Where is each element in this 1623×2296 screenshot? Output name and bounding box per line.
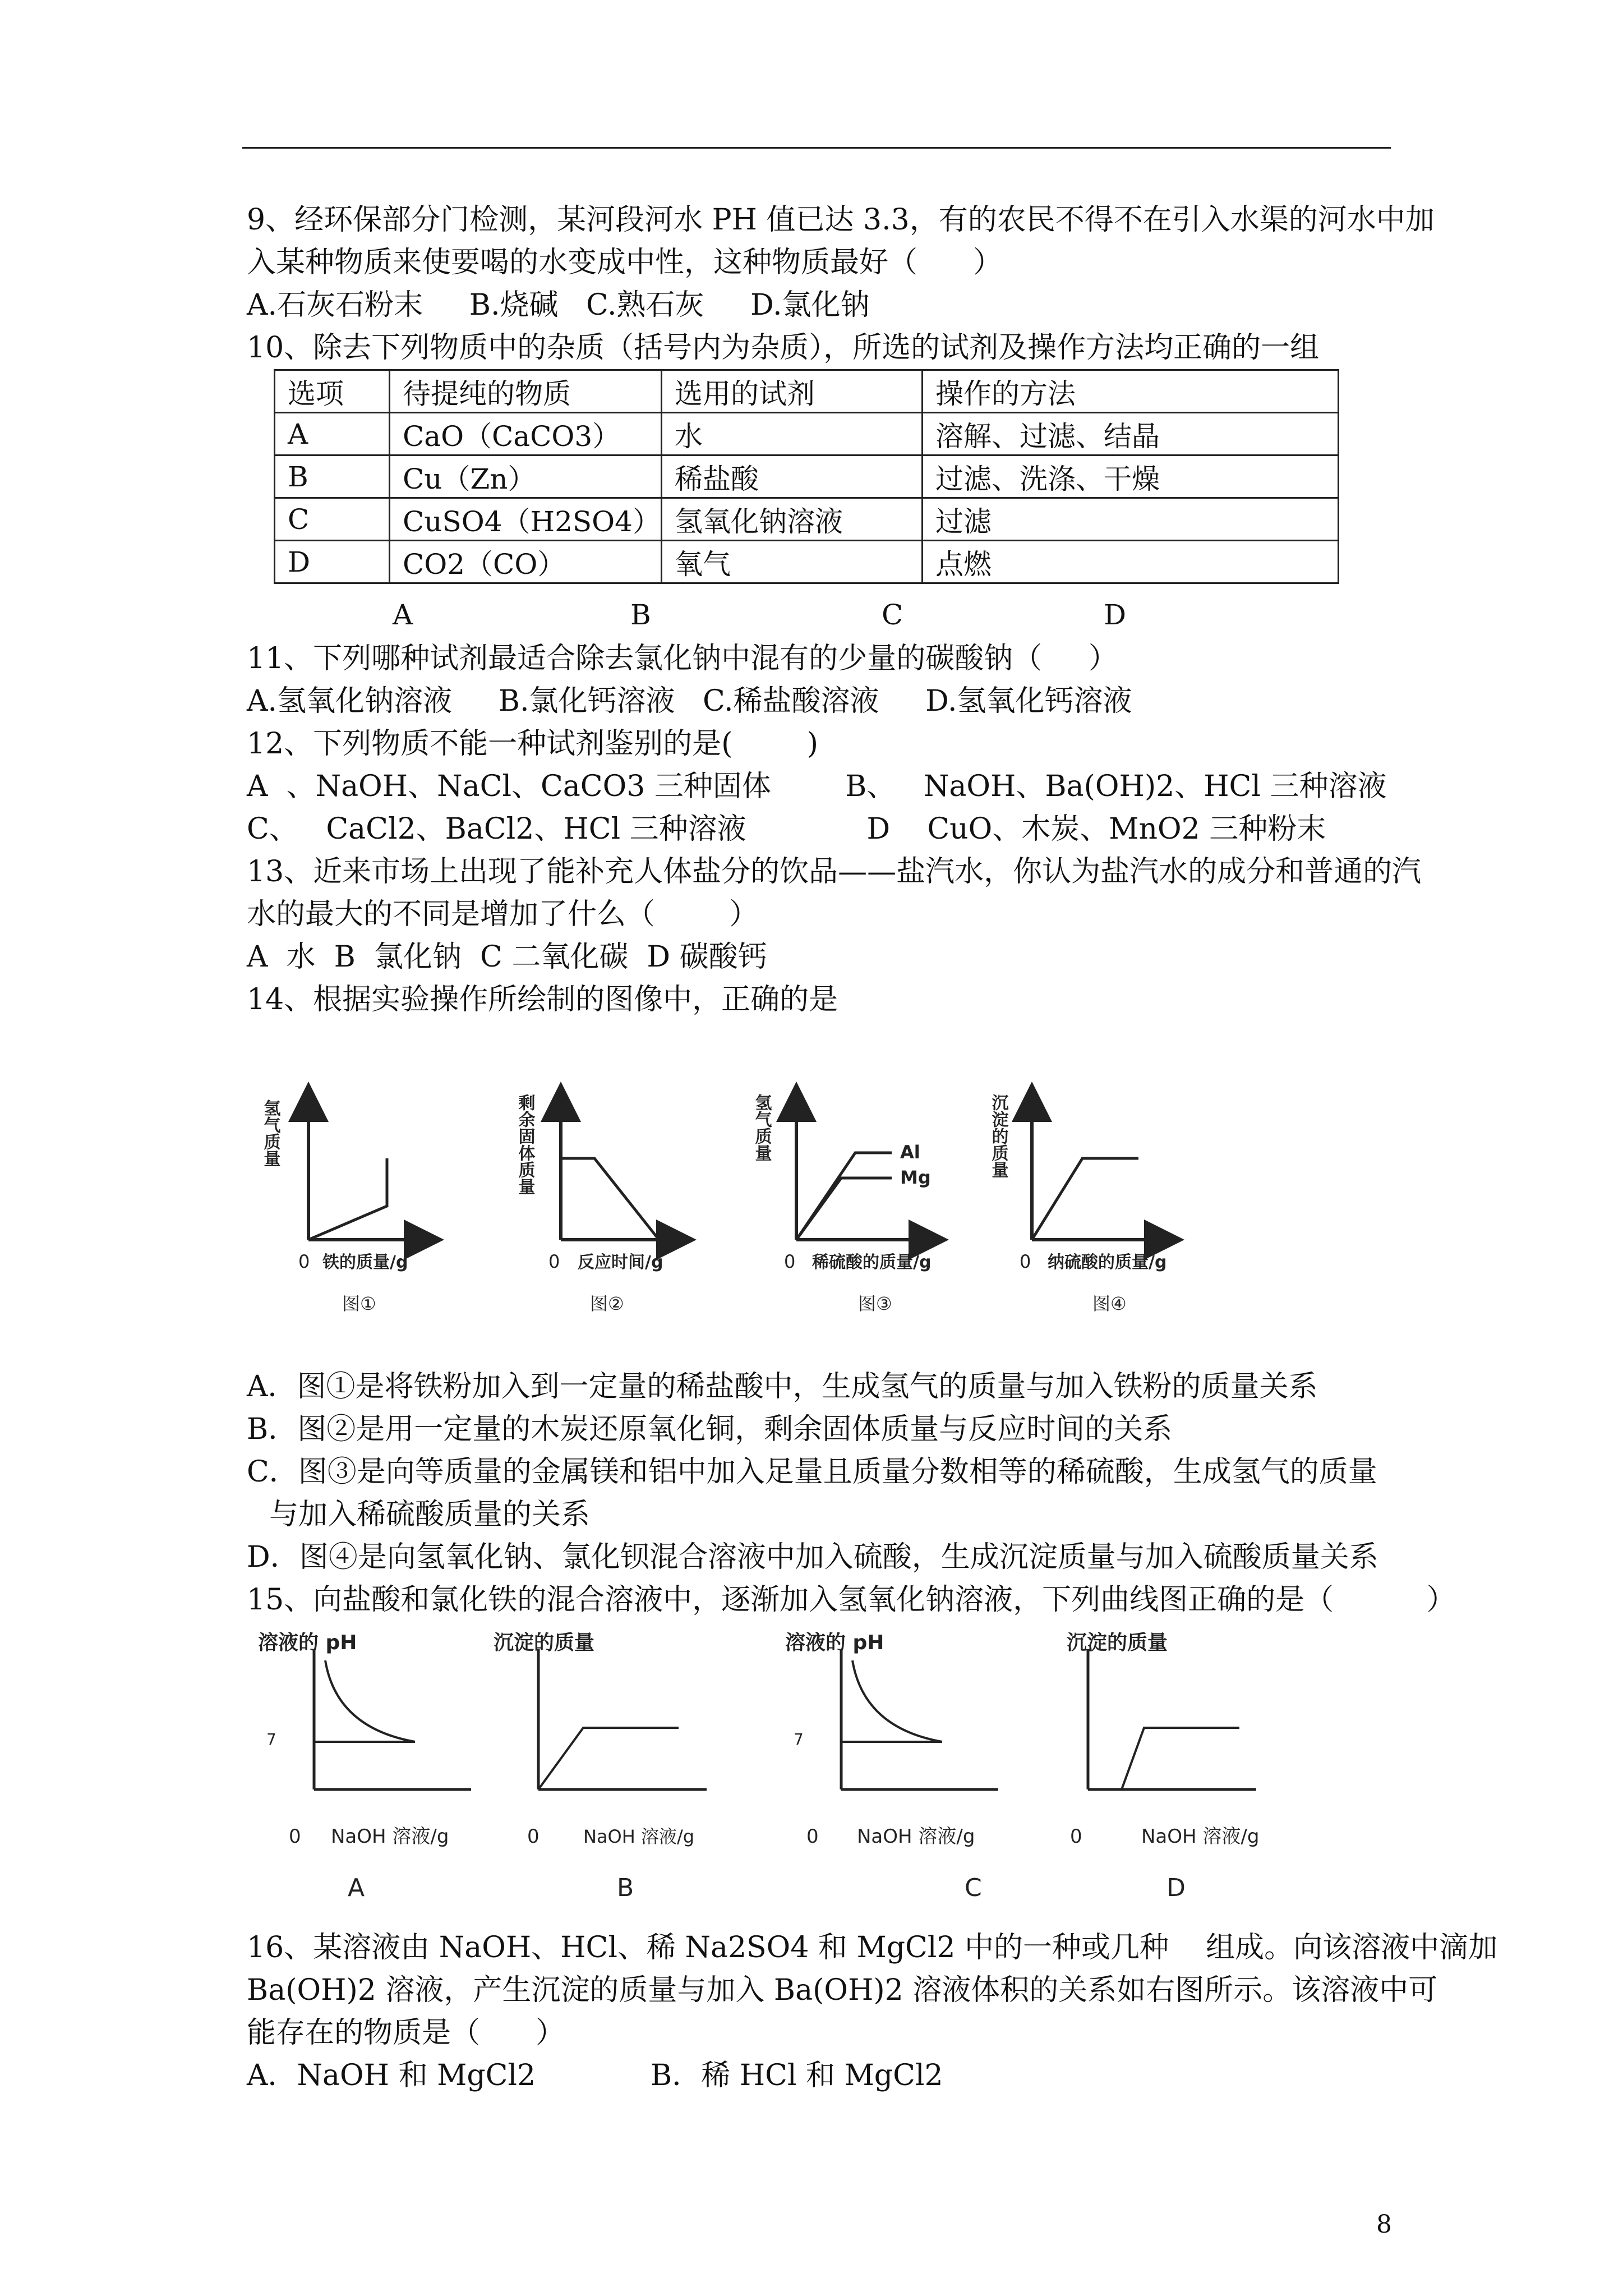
origin-label: 0 <box>527 1825 540 1848</box>
origin-label: 0 <box>298 1251 310 1272</box>
header-rule <box>242 147 1391 149</box>
table-cell: 过滤 <box>923 498 1339 541</box>
x-axis-label: NaOH 溶液/g <box>583 1826 695 1847</box>
q14-option-b: B．图②是用一定量的木炭还原氧化铜，剩余固体质量与反应时间的关系 <box>247 1412 1173 1446</box>
series-line-mg <box>796 1178 892 1240</box>
figure-caption: 图④ <box>1092 1293 1127 1314</box>
q15-graph-b <box>494 1631 707 1902</box>
q9-line-1: 9、经环保部分门检测，某河段河水 PH 值已达 3.3，有的农民不得不在引入水渠的河水中加 <box>247 203 1435 237</box>
series-label-mg: Mg <box>900 1167 931 1188</box>
y-axis-label: 氢气质量 <box>260 1099 280 1167</box>
q15-graph-a <box>258 1631 471 1902</box>
table-header-cell: 操作的方法 <box>923 370 1339 413</box>
origin-label: 0 <box>1020 1251 1031 1272</box>
q14-option-d: D．图④是向氢氧化钠、氯化钡混合溶液中加入硫酸，生成沉淀质量与加入硫酸质量关系 <box>247 1540 1378 1574</box>
table-row <box>275 455 1339 498</box>
table-cell: Cu（Zn） <box>390 455 662 498</box>
figure-caption: 图① <box>342 1293 376 1314</box>
table-row <box>275 498 1339 541</box>
q12-options-ab: A 、NaOH、NaCl、CaCO3 三种固体 B、 NaOH、Ba(OH)2、HCl 三种溶液 <box>247 770 1387 803</box>
x-axis-label: NaOH 溶液/g <box>1141 1825 1260 1848</box>
q14-option-c-line-2: 与加入稀硫酸质量的关系 <box>269 1498 591 1531</box>
table-cell: 稀盐酸 <box>662 455 923 498</box>
q10-answer-c: C <box>882 599 903 631</box>
y-axis-label: 溶液的 pH <box>785 1631 884 1654</box>
q13-options: A 水 B 氯化钠 C 二氧化碳 D 碳酸钙 <box>247 940 767 974</box>
table-cell: CO2（CO） <box>390 541 662 583</box>
graph-caption: B <box>617 1874 634 1902</box>
q14-option-c-line-1: C．图③是向等质量的金属镁和铝中加入足量且质量分数相等的稀硫酸，生成氢气的质量 <box>247 1455 1377 1489</box>
table-cell: 过滤、洗涤、干燥 <box>923 455 1339 498</box>
q14-figure-4 <box>989 1088 1178 1314</box>
table-cell: A <box>275 413 390 455</box>
q10-answer-d: D <box>1104 599 1127 631</box>
table-header-cell: 待提纯的物质 <box>390 370 662 413</box>
q14-figure-3 <box>752 1088 943 1314</box>
y-tick-7: 7 <box>266 1730 276 1749</box>
table-row <box>275 413 1339 455</box>
table-cell: 氢氧化钠溶液 <box>662 498 923 541</box>
q12-options-cd: C、 CaCl2、BaCl2、HCl 三种溶液 D CuO、木炭、MnO2 三种粉末 <box>247 812 1326 846</box>
q16-line-1: 16、某溶液由 NaOH、HCl、稀 Na2SO4 和 MgCl2 中的一种或几种 组成。向该溶液中滴加 <box>247 1931 1498 1964</box>
y-axis-label: 剩余固体质量 <box>515 1094 535 1195</box>
y-axis-label: 溶液的 pH <box>258 1631 357 1654</box>
table-header-row <box>275 370 1339 413</box>
q15-graph-c <box>785 1631 998 1902</box>
q14-figures <box>247 1055 1391 1324</box>
table-cell: CaO（CaCO3） <box>390 413 662 455</box>
q12-stem: 12、下列物质不能一种试剂鉴别的是( ) <box>247 727 818 761</box>
q14-figure-1 <box>261 1088 438 1314</box>
table-cell: 氧气 <box>662 541 923 583</box>
figure-caption: 图③ <box>858 1293 892 1314</box>
x-axis-label: 反应时间/g <box>578 1253 663 1272</box>
figure-caption: 图② <box>590 1293 624 1314</box>
q14-option-a: A．图①是将铁粉加入到一定量的稀盐酸中，生成氢气的质量与加入铁粉的质量关系 <box>247 1370 1318 1404</box>
origin-label: 0 <box>289 1825 301 1848</box>
x-axis-label: 纳硫酸的质量/g <box>1048 1253 1167 1272</box>
q10-stem: 10、除去下列物质中的杂质（括号内为杂质），所选的试剂及操作方法均正确的一组 <box>247 331 1320 365</box>
q11-options: A.氢氧化钠溶液 B.氯化钙溶液 C.稀盐酸溶液 D.氢氧化钙溶液 <box>247 684 1132 718</box>
q11-stem: 11、下列哪种试剂最适合除去氯化钠中混有的少量的碳酸钠（ ） <box>247 642 1118 675</box>
origin-label: 0 <box>548 1251 560 1272</box>
q15-figures <box>247 1627 1391 1930</box>
y-axis-label: 沉淀的质量 <box>494 1631 595 1654</box>
q14-figure-2 <box>515 1088 690 1314</box>
q10-table <box>274 369 1339 584</box>
q10-answer-a: A <box>393 599 413 631</box>
x-axis-label: NaOH 溶液/g <box>857 1825 975 1848</box>
q15-stem: 15、向盐酸和氯化铁的混合溶液中，逐渐加入氢氧化钠溶液，下列曲线图正确的是（ ） <box>247 1583 1456 1617</box>
page-number: 8 <box>1376 2210 1392 2239</box>
y-axis-label: 氢气质量 <box>751 1094 772 1161</box>
q14-stem: 14、根据实验操作所绘制的图像中，正确的是 <box>247 983 838 1016</box>
q16-option-b: B．稀 HCl 和 MgCl2 <box>651 2059 943 2092</box>
y-axis-label: 沉淀的质量 <box>988 1094 1008 1178</box>
q16-line-2: Ba(OH)2 溶液，产生沉淀的质量与加入 Ba(OH)2 溶液体积的关系如右图所示。该溶液中可 <box>247 1973 1438 2007</box>
origin-label: 0 <box>1070 1825 1082 1848</box>
x-axis-label: 铁的质量/g <box>322 1253 408 1272</box>
x-axis-label: 稀硫酸的质量/g <box>812 1253 932 1272</box>
graph-caption: A <box>348 1874 365 1902</box>
graph-caption: C <box>965 1874 982 1902</box>
x-axis-label: NaOH 溶液/g <box>331 1825 449 1848</box>
q16-option-a: A．NaOH 和 MgCl2 <box>247 2059 536 2092</box>
table-cell: 水 <box>662 413 923 455</box>
table-cell: C <box>275 498 390 541</box>
table-cell: 溶解、过滤、结晶 <box>923 413 1339 455</box>
q15-graph-d <box>1067 1631 1259 1902</box>
y-tick-7: 7 <box>794 1730 804 1749</box>
series-line-al <box>796 1153 892 1240</box>
graph-caption: D <box>1166 1874 1186 1902</box>
y-axis-label: 沉淀的质量 <box>1067 1631 1168 1654</box>
table-cell: B <box>275 455 390 498</box>
table-cell: 点燃 <box>923 541 1339 583</box>
q9-line-2: 入某种物质来使要喝的水变成中性，这种物质最好（ ） <box>247 246 1003 279</box>
q10-answer-b: B <box>630 599 651 631</box>
table-cell: D <box>275 541 390 583</box>
table-cell: CuSO4（H2SO4） <box>390 498 662 541</box>
table-header-cell: 选用的试剂 <box>662 370 923 413</box>
table-header-cell: 选项 <box>275 370 390 413</box>
table-row <box>275 541 1339 583</box>
q16-line-3: 能存在的物质是（ ） <box>247 2016 565 2050</box>
origin-label: 0 <box>784 1251 796 1272</box>
q13-line-1: 13、近来市场上出现了能补充人体盐分的饮品——盐汽水，你认为盐汽水的成分和普通的汽 <box>247 855 1422 889</box>
series-label-al: Al <box>900 1142 920 1163</box>
q13-line-2: 水的最大的不同是增加了什么（ ） <box>247 898 759 931</box>
q9-options: A.石灰石粉末 B.烧碱 C.熟石灰 D.氯化钠 <box>247 288 870 322</box>
origin-label: 0 <box>806 1825 819 1848</box>
